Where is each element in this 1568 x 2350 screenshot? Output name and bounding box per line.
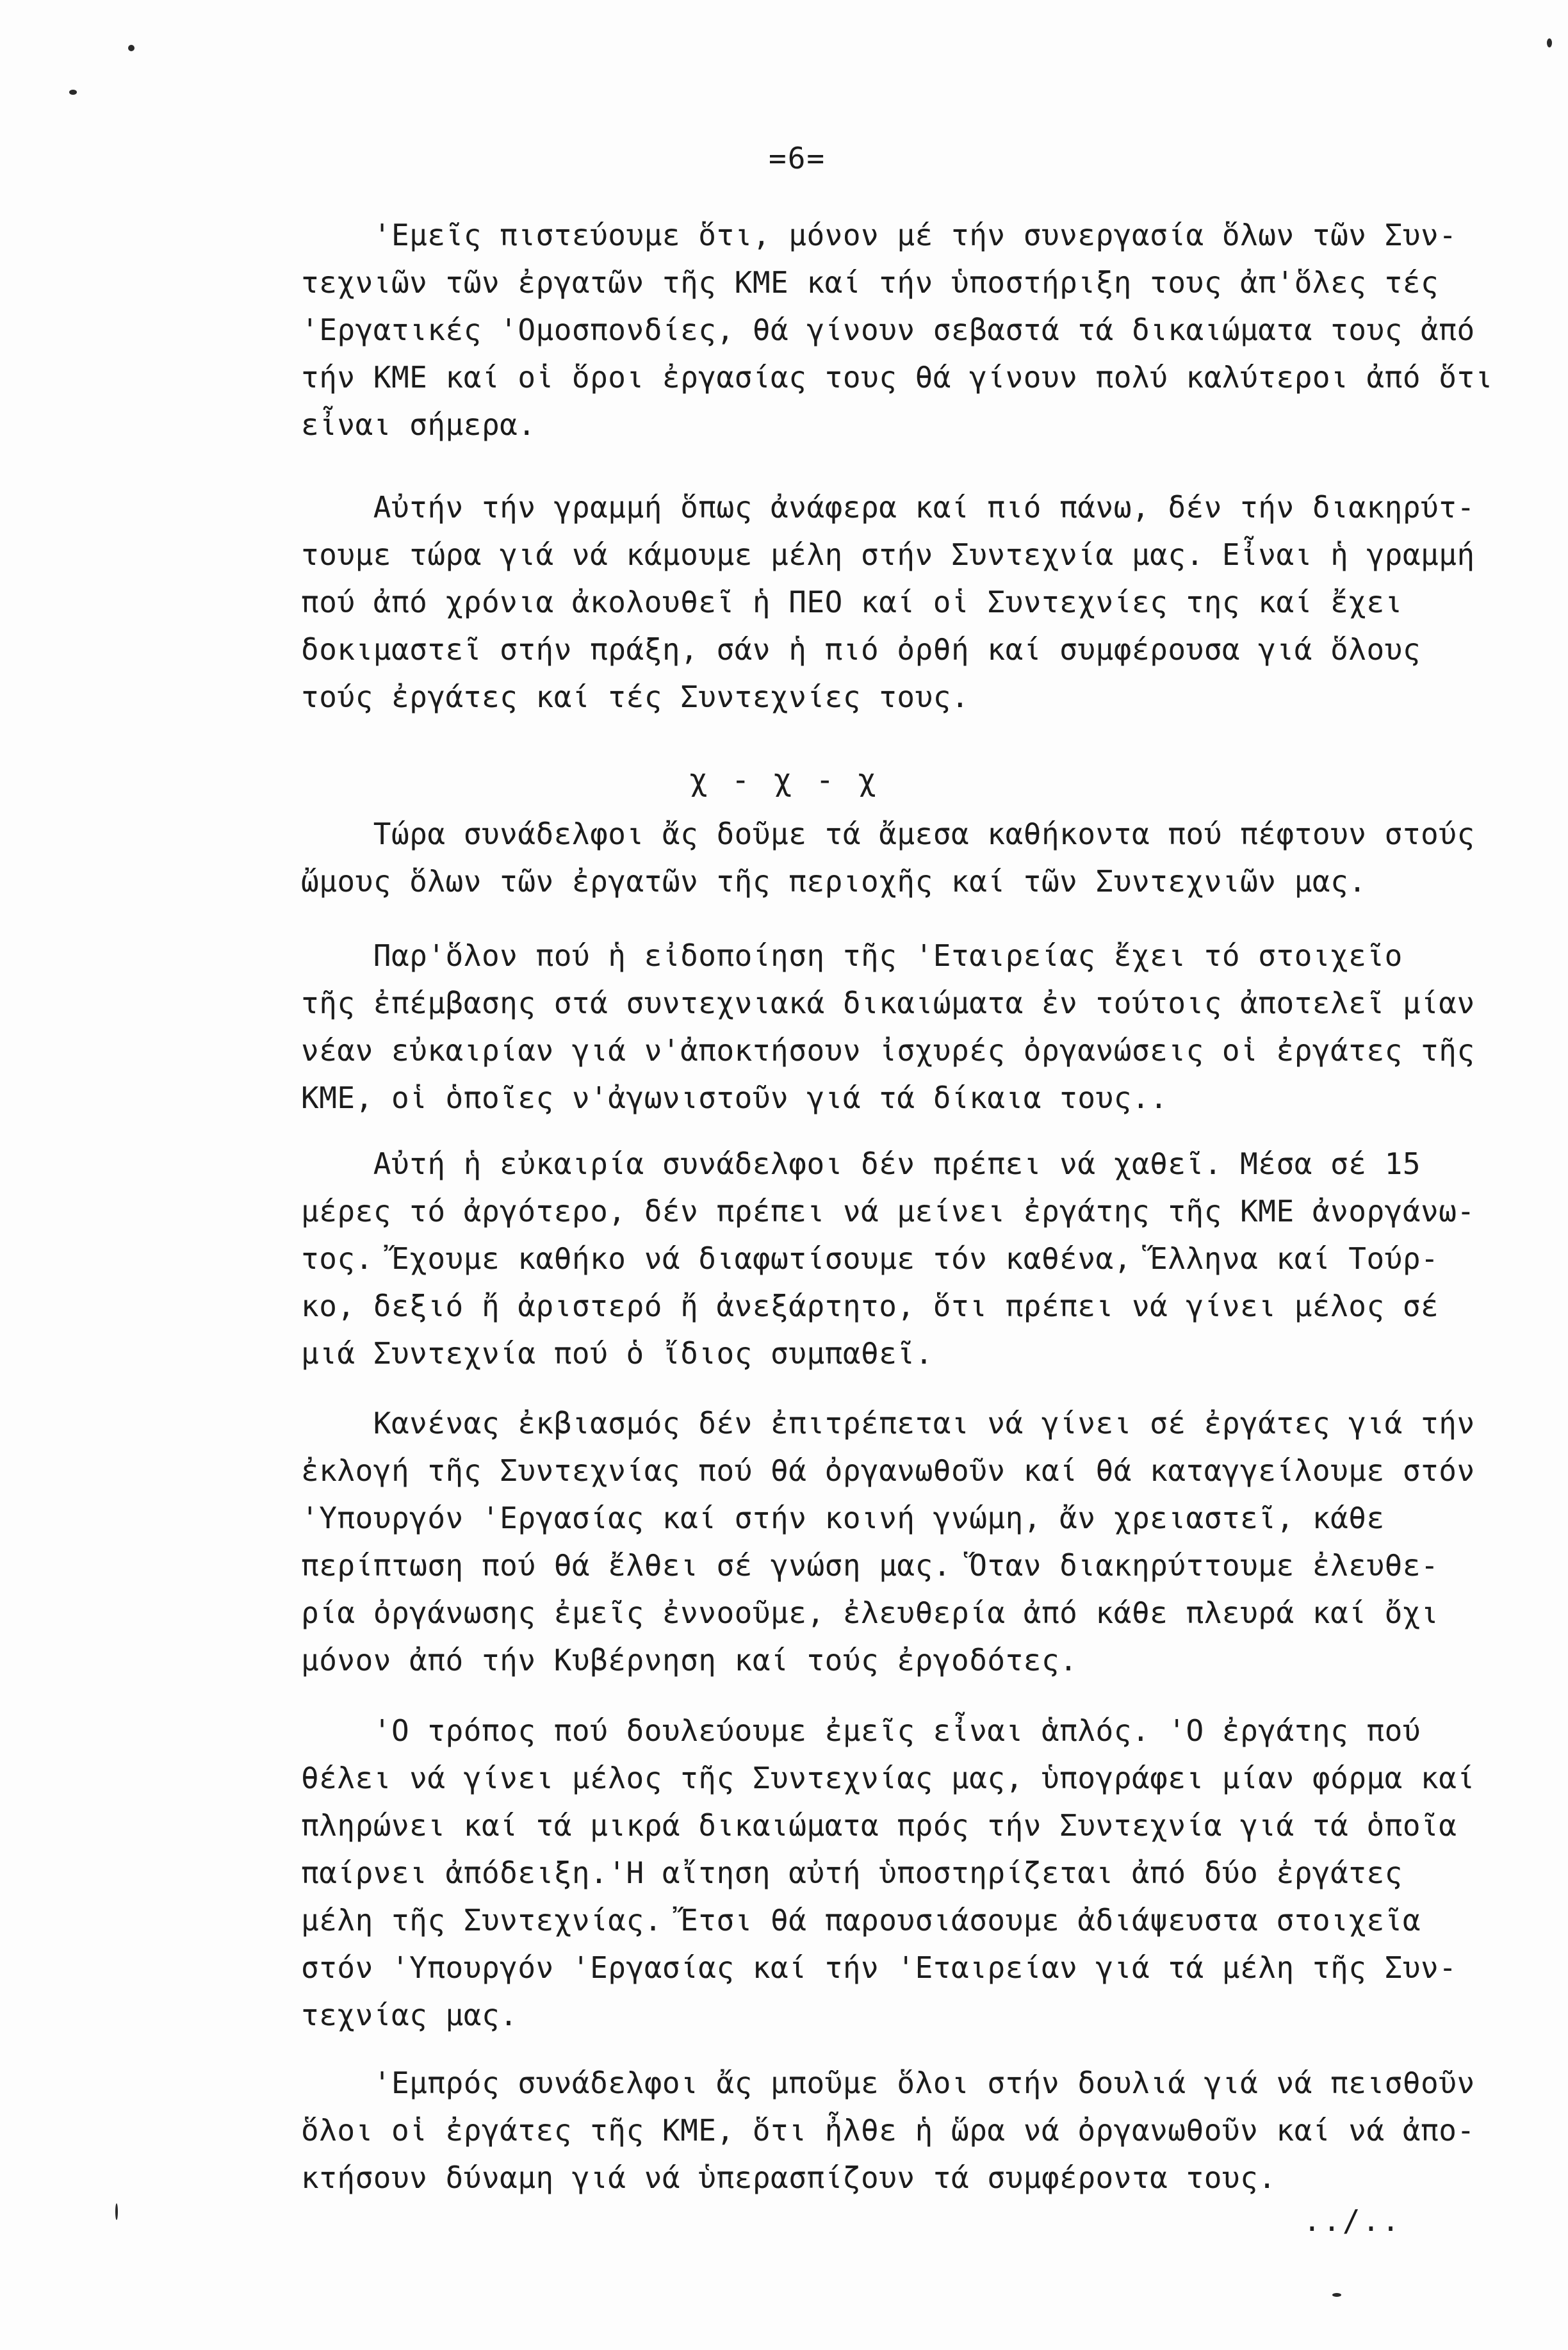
paragraph-line: πού ἀπό χρόνια ἀκολουθεῖ ἡ ΠΕΟ καί οἱ Συντεχνίες της καί ἔχει <box>301 585 1403 619</box>
paragraph-6 <box>301 1399 1499 1684</box>
paragraph-line: ἐκλογή τῆς Συντεχνίας πού θά ὀργανωθοῦν καί θά καταγγείλουμε στόν <box>301 1453 1475 1488</box>
paragraph-line: τος. Ἔχουμε καθήκο νά διαφωτίσουμε τόν καθένα, Ἕλληνα καί Τούρ- <box>301 1241 1439 1276</box>
paragraph-line: μιά Συντεχνία πού ὁ ἴδιος συμπαθεῖ. <box>301 1336 933 1371</box>
paragraph-line: τεχνίας μας. <box>301 1998 518 2032</box>
paragraph-line: ρία ὀργάνωσης ἐμεῖς ἐννοοῦμε, ἐλευθερία ἀπό κάθε πλευρά καί ὄχι <box>301 1595 1439 1630</box>
paragraph-line: δοκιμαστεῖ στήν πράξη, σάν ἡ πιό ὀρθή καί συμφέρουσα γιά ὅλους <box>301 632 1421 667</box>
paragraph-line: στόν 'Υπουργόν 'Εργασίας καί τήν 'Εταιρείαν γιά τά μέλη τῆς Συν- <box>301 1950 1457 1985</box>
paragraph-4 <box>301 932 1499 1122</box>
scan-speck <box>69 90 77 95</box>
paragraph-line: Αὐτήν τήν γραμμή ὅπως ἀνάφερα καί πιό πάνω, δέν τήν διακηρύτ- <box>301 490 1475 525</box>
paragraph-line: Αὐτή ἡ εὐκαιρία συνάδελφοι δέν πρέπει νά χαθεῖ. Μέσα σέ 15 <box>301 1146 1421 1181</box>
paragraph-line: περίπτωση πού θά ἔλθει σέ γνώση μας. Ὅταν διακηρύττουμε ἐλευθε- <box>301 1548 1439 1583</box>
paragraph-line: μόνον ἀπό τήν Κυβέρνηση καί τούς ἐργοδότες. <box>301 1643 1078 1677</box>
paragraph-3 <box>301 810 1499 905</box>
paragraph-line: τεχνιῶν τῶν ἐργατῶν τῆς ΚΜΕ καί τήν ὑποστήριξη τους ἀπ'ὅλες τές <box>301 265 1439 300</box>
paragraph-line: τουμε τώρα γιά νά κάμουμε μέλη στήν Συντεχνία μας. Εἶναι ἡ γραμμή <box>301 537 1475 572</box>
paragraph-line: 'Υπουργόν 'Εργασίας καί στήν κοινή γνώμη, ἄν χρειαστεῖ, κάθε <box>301 1501 1385 1535</box>
scan-speck <box>128 45 135 51</box>
paragraph-line: 'Εργατικές 'Ομοσπονδίες, θά γίνουν σεβαστά τά δικαιώματα τους ἀπό <box>301 313 1475 347</box>
paragraph-line: ὅλοι οἱ ἐργάτες τῆς ΚΜΕ, ὅτι ἦλθε ἡ ὥρα νά ὀργανωθοῦν καί νά ἀπο- <box>301 2113 1475 2148</box>
paragraph-5 <box>301 1140 1499 1377</box>
paragraph-line: 'Ο τρόπος πού δουλεύουμε ἐμεῖς εἶναι ἁπλός. 'Ο ἐργάτης πού <box>301 1713 1421 1748</box>
paragraph-line: 'Εμεῖς πιστεύουμε ὅτι, μόνον μέ τήν συνεργασία ὅλων τῶν Συν- <box>301 218 1457 252</box>
scan-speck <box>115 2203 118 2220</box>
paragraph-line: νέαν εὐκαιρίαν γιά ν'ἀποκτήσουν ἰσχυρές ὀργανώσεις οἱ ἐργάτες τῆς <box>301 1033 1475 1068</box>
paragraph-line: μέλη τῆς Συντεχνίας. Ἔτσι θά παρουσιάσουμε ἀδιάψευστα στοιχεῖα <box>301 1903 1421 1938</box>
paragraph-8 <box>301 2059 1499 2201</box>
section-separator: χ - χ - χ <box>689 762 879 798</box>
paragraph-line: 'Εμπρός συνάδελφοι ἄς μποῦμε ὅλοι στήν δουλιά γιά νά πεισθοῦν <box>301 2066 1475 2100</box>
paragraph-line: μέρες τό ἀργότερο, δέν πρέπει νά μείνει ἐργάτης τῆς ΚΜΕ ἀνοργάνω- <box>301 1194 1475 1228</box>
page-number: =6= <box>769 141 826 175</box>
paragraph-line: τούς ἐργάτες καί τές Συντεχνίες τους. <box>301 680 970 714</box>
paragraph-line: πληρώνει καί τά μικρά δικαιώματα πρός τήν Συντεχνία γιά τά ὁποῖα <box>301 1808 1457 1843</box>
paragraph-line: ΚΜΕ, οἱ ὁποῖες ν'ἀγωνιστοῦν γιά τά δίκαια τους.. <box>301 1081 1168 1115</box>
scan-speck <box>1547 38 1552 47</box>
paragraph-line: παίρνει ἀπόδειξη.'Η αἴτηση αὐτή ὑποστηρίζεται ἀπό δύο ἐργάτες <box>301 1856 1403 1890</box>
paragraph-line: ὤμους ὅλων τῶν ἐργατῶν τῆς περιοχῆς καί τῶν Συντεχνιῶν μας. <box>301 864 1367 899</box>
paragraph-line: Τώρα συνάδελφοι ἄς δοῦμε τά ἄμεσα καθήκοντα πού πέφτουν στούς <box>301 817 1475 851</box>
paragraph-line: κτήσουν δύναμη γιά νά ὑπερασπίζουν τά συμφέροντα τους. <box>301 2160 1277 2195</box>
paragraph-line: Παρ'ὅλον πού ἡ εἰδοποίηση τῆς 'Εταιρείας ἔχει τό στοιχεῖο <box>301 938 1403 973</box>
paragraph-1 <box>301 211 1499 448</box>
paragraph-line: Κανένας ἐκβιασμός δέν ἐπιτρέπεται νά γίνει σέ ἐργάτες γιά τήν <box>301 1406 1475 1440</box>
paragraph-line: θέλει νά γίνει μέλος τῆς Συντεχνίας μας, ὑπογράφει μίαν φόρμα καί <box>301 1761 1475 1795</box>
paragraph-line: κο, δεξιό ἤ ἀριστερό ἤ ἀνεξάρτητο, ὅτι πρέπει νά γίνει μέλος σέ <box>301 1289 1439 1323</box>
paragraph-2 <box>301 484 1499 721</box>
scan-speck <box>1332 2293 1341 2297</box>
paragraph-line: τήν ΚΜΕ καί οἱ ὅροι ἐργασίας τους θά γίνουν πολύ καλύτεροι ἀπό ὅτι <box>301 360 1493 395</box>
continuation-mark: ../.. <box>1303 2203 1401 2238</box>
paragraph-7 <box>301 1707 1499 2039</box>
paragraph-line: εἶναι σήμερα. <box>301 407 536 442</box>
paragraph-line: τῆς ἐπέμβασης στά συντεχνιακά δικαιώματα ἐν τούτοις ἀποτελεῖ μίαν <box>301 986 1475 1020</box>
